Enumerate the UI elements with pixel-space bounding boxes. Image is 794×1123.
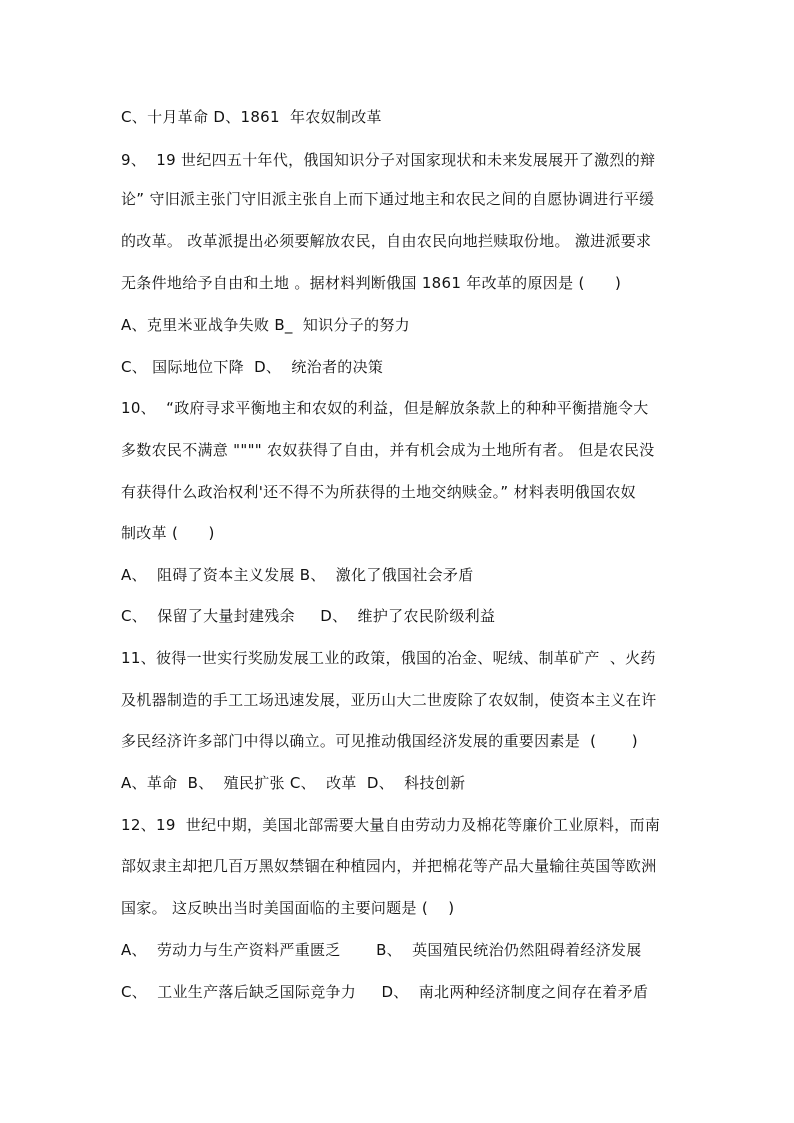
text-line: C、十月革命 D、1861 年农奴制改革 — [121, 108, 382, 126]
text-line: A、 劳动力与生产资料严重匮乏 B、 英国殖民统治仍然阻碍着经济发展 — [121, 941, 642, 959]
text-line: 11、彼得一世实行奖励发展工业的政策，俄国的冶金、呢绒、制革矿产 、火药 — [121, 649, 656, 667]
text-line: 部奴隶主却把几百万黑奴禁锢在种植园内，并把棉花等产品大量输往英国等欧洲 — [121, 857, 657, 875]
text-line: 无条件地给予自由和土地 。据材料判断俄国 1861 年改革的原因是 ( ) — [121, 274, 622, 292]
text-line: 国家。 这反映出当时美国面临的主要问题是 ( ) — [121, 899, 455, 917]
text-line: 及机器制造的手工工场迅速发展，亚历山大二世废除了农奴制，使资本主义在许 — [121, 691, 657, 709]
text-line: 9、 19 世纪四五十年代，俄国知识分子对国家现状和未来发展展开了激烈的辩 — [121, 151, 656, 169]
text-line: 论” 守旧派主张门守旧派主张自上而下通过地主和农民之间的自愿协调进行平缓 — [121, 190, 655, 208]
text-line: 10、 “政府寻求平衡地主和农奴的利益，但是解放条款上的种种平衡措施令大 — [121, 399, 649, 417]
text-line: 制改革 ( ) — [121, 524, 215, 542]
text-line: 12、19 世纪中期，美国北部需要大量自由劳动力及棉花等廉价工业原料，而南 — [121, 816, 661, 834]
text-line: C、 工业生产落后缺乏国际竞争力 D、 南北两种经济制度之间存在着矛盾 — [121, 983, 649, 1001]
text-line: 多民经济许多部门中得以确立。可见推动俄国经济发展的重要因素是 ( ) — [121, 732, 638, 750]
text-line: A、 阻碍了资本主义发展 B、 激化了俄国社会矛盾 — [121, 566, 474, 584]
text-line: C、 国际地位下降 D、 统治者的决策 — [121, 358, 384, 376]
text-line: A、克里米亚战争失败 B_ 知识分子的努力 — [121, 316, 410, 334]
text-line: 的改革。 改革派提出必须要解放农民，自由农民向地拦赎取份地。 激进派要求 — [121, 232, 652, 250]
text-line: A、革命 B、 殖民扩张 C、 改革 D、 科技创新 — [121, 774, 466, 792]
text-line: 有获得什么政治权利'还不得不为所获得的土地交纳赎金。” 材料表明俄国农奴 — [121, 483, 636, 501]
text-line: C、 保留了大量封建残余 D、 维护了农民阶级利益 — [121, 607, 496, 625]
text-line: 多数农民不满意 """" 农奴获得了自由，并有机会成为土地所有者。 但是农民没 — [121, 441, 655, 459]
